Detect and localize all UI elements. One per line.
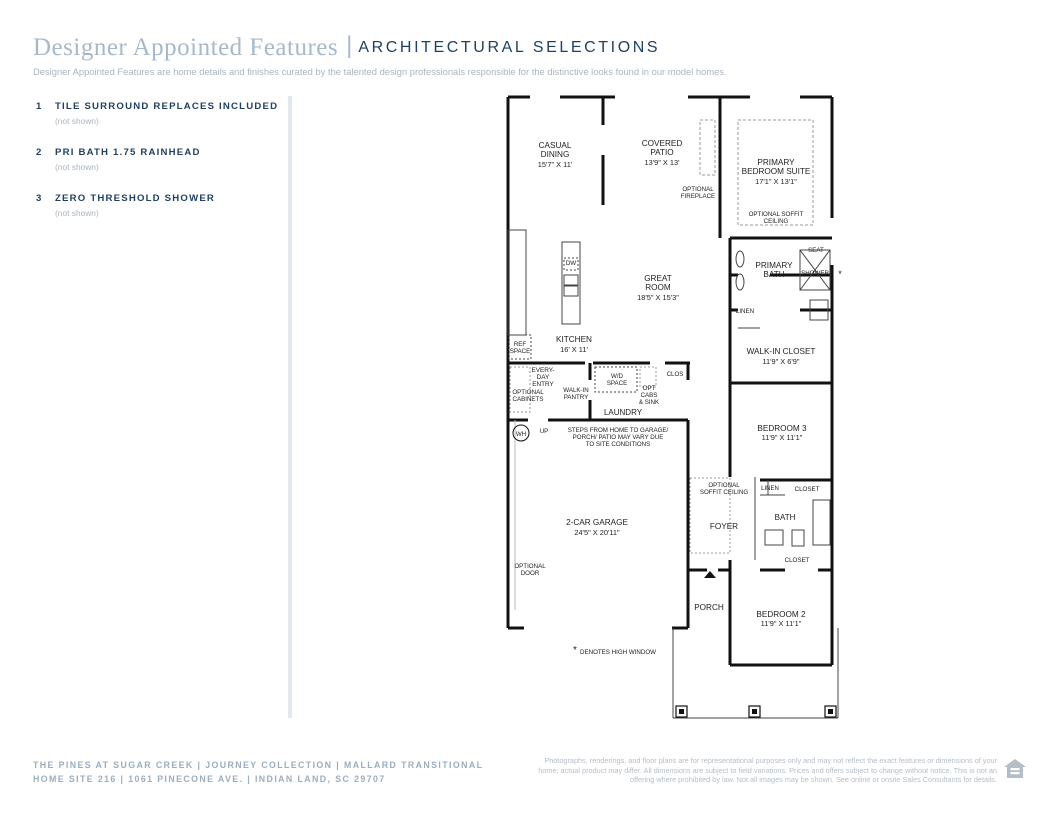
water-heater-label: WH	[515, 431, 527, 438]
everyday-entry-label-2: DAY	[536, 374, 550, 381]
covered-patio-dim: 13'9" X 13'	[644, 158, 680, 167]
great-room-label: GREAT	[644, 274, 672, 283]
opt-cabs-label-2: CABS	[640, 392, 658, 399]
great-room-label-2: ROOM	[645, 283, 671, 292]
page-subtitle: Designer Appointed Features are home details and finishes curated by the talented design professionals responsible for the distinctive looks found in our model homes.	[33, 66, 727, 77]
primary-bath-label: PRIMARY	[755, 261, 793, 270]
steps-note-2: PORCH/ PATIO MAY VARY DUE	[572, 434, 664, 441]
feature-title: PRI BATH 1.75 RAINHEAD	[55, 147, 201, 158]
linen2-label: LINEN	[761, 486, 779, 492]
kitchen-label: KITCHEN	[556, 335, 592, 344]
primary-soffit-label-2: CEILING	[763, 218, 789, 225]
walk-in-pantry-label-2: PANTRY	[563, 394, 589, 401]
vertical-divider	[288, 96, 292, 718]
primary-suite-label-2: BEDROOM SUITE	[741, 167, 811, 176]
feature-number: 1	[36, 101, 42, 112]
bedroom2-dim: 11'9" X 11'1"	[760, 619, 802, 628]
community-line: THE PINES AT SUGAR CREEK | JOURNEY COLLECTION | MALLARD TRANSITIONAL	[33, 760, 484, 770]
steps-note: STEPS FROM HOME TO GARAGE/	[567, 427, 669, 434]
primary-suite-dim: 17'1" X 13'1"	[755, 177, 797, 186]
porch-label: PORCH	[694, 603, 724, 612]
linen-label: LINEN	[735, 308, 755, 315]
garage-label: 2-CAR GARAGE	[566, 518, 628, 527]
primary-suite-label: PRIMARY	[757, 158, 795, 167]
optional-door-label-2: DOOR	[520, 570, 540, 577]
closet-label: CLOSET	[794, 486, 820, 493]
bath-label: BATH	[774, 513, 796, 522]
walk-in-closet-label: WALK-IN CLOSET	[746, 347, 816, 356]
steps-note-3: TO SITE CONDITIONS	[585, 441, 651, 448]
great-room-dim: 18'5" X 15'3"	[637, 293, 679, 302]
foyer-soffit-label-2: SOFFIT CEILING	[699, 489, 749, 496]
primary-soffit-label: OPTIONAL SOFFIT	[748, 211, 804, 218]
title-separator: |	[346, 32, 353, 59]
optional-cabinets-label-2: CABINETS	[512, 396, 544, 403]
opt-cabs-label: OPT	[642, 385, 656, 392]
disclaimer: Photographs, renderings, and floor plans are for representational purposes only and may not reflect the exact features or dimensions of your home; actual product may differ. All dimensions are subject to field variations. Prices and offers subject to change without notice. This is not an offering where prohibited by law. Not all images may be shown. See online or onsite Sales Consultants for details.	[538, 756, 997, 784]
walk-in-pantry-label: WALK-IN	[563, 387, 589, 394]
casual-dining-label-2: DINING	[540, 150, 570, 159]
opt-cabs-label-3: & SINK	[638, 399, 660, 406]
wd-space-label-2: SPACE	[606, 380, 628, 387]
page-title: Designer Appointed Features	[33, 34, 339, 61]
everyday-entry-label-3: ENTRY	[532, 381, 554, 388]
bedroom3-label: BEDROOM 3	[757, 424, 807, 433]
seat-label: SEAT	[808, 247, 824, 254]
section-title: ARCHITECTURAL SELECTIONS	[358, 39, 661, 56]
everyday-entry-label: EVERY-	[531, 367, 555, 374]
high-window-star: *	[838, 269, 842, 279]
garage-dim: 24'5" X 20'11"	[574, 528, 620, 537]
feature-note: (not shown)	[55, 208, 99, 218]
clos-label: CLOS	[666, 371, 684, 378]
covered-patio-label-2: PATIO	[650, 148, 674, 157]
optional-fireplace-label: OPTIONAL	[682, 186, 714, 193]
up-label: UP	[539, 428, 549, 435]
floor-plan	[500, 90, 850, 725]
legend-high-window: DENOTES HIGH WINDOW	[580, 649, 656, 656]
feature-note: (not shown)	[55, 116, 99, 126]
optional-cabinets-label: OPTIONAL	[512, 389, 544, 396]
address-line: HOME SITE 216 | 1061 PINECONE AVE. | INDIAN LAND, SC 29707	[33, 774, 386, 784]
casual-dining-dim: 15'7" X 11'	[537, 160, 573, 169]
optional-door-label: OPTIONAL	[514, 563, 546, 570]
feature-number: 2	[36, 147, 42, 158]
ref-space-label: REF	[513, 341, 527, 348]
feature-title: TILE SURROUND REPLACES INCLUDED	[55, 101, 279, 112]
kitchen-dim: 16' X 11'	[560, 345, 588, 354]
laundry-label: LAUNDRY	[603, 408, 643, 417]
feature-note: (not shown)	[55, 162, 99, 172]
foyer-soffit-label: OPTIONAL	[708, 482, 740, 489]
legend-star: *	[573, 645, 577, 656]
feature-title: ZERO THRESHOLD SHOWER	[55, 193, 216, 204]
dishwasher-label: DW	[565, 260, 577, 267]
ref-space-label-2: SPACE	[509, 348, 531, 355]
primary-bath-label-2: BATH	[763, 270, 785, 279]
porch-columns	[676, 571, 836, 717]
shower-label: SHOWER	[801, 270, 829, 277]
optional-fireplace-label-2: FIREPLACE	[680, 193, 716, 200]
casual-dining-label: CASUAL	[538, 141, 572, 150]
page-header	[33, 34, 660, 62]
wd-space-label: W/D	[610, 373, 624, 380]
feature-number: 3	[36, 193, 42, 204]
foyer-label: FOYER	[709, 522, 739, 531]
bedroom3-dim: 11'9" X 11'1"	[761, 433, 803, 442]
bedroom2-label: BEDROOM 2	[756, 610, 806, 619]
equal-housing-opportunity-icon	[1003, 757, 1027, 781]
closet2-label: CLOSET	[784, 557, 810, 564]
walk-in-closet-dim: 11'9" X 6'9"	[762, 357, 800, 366]
covered-patio-label: COVERED	[641, 139, 683, 148]
